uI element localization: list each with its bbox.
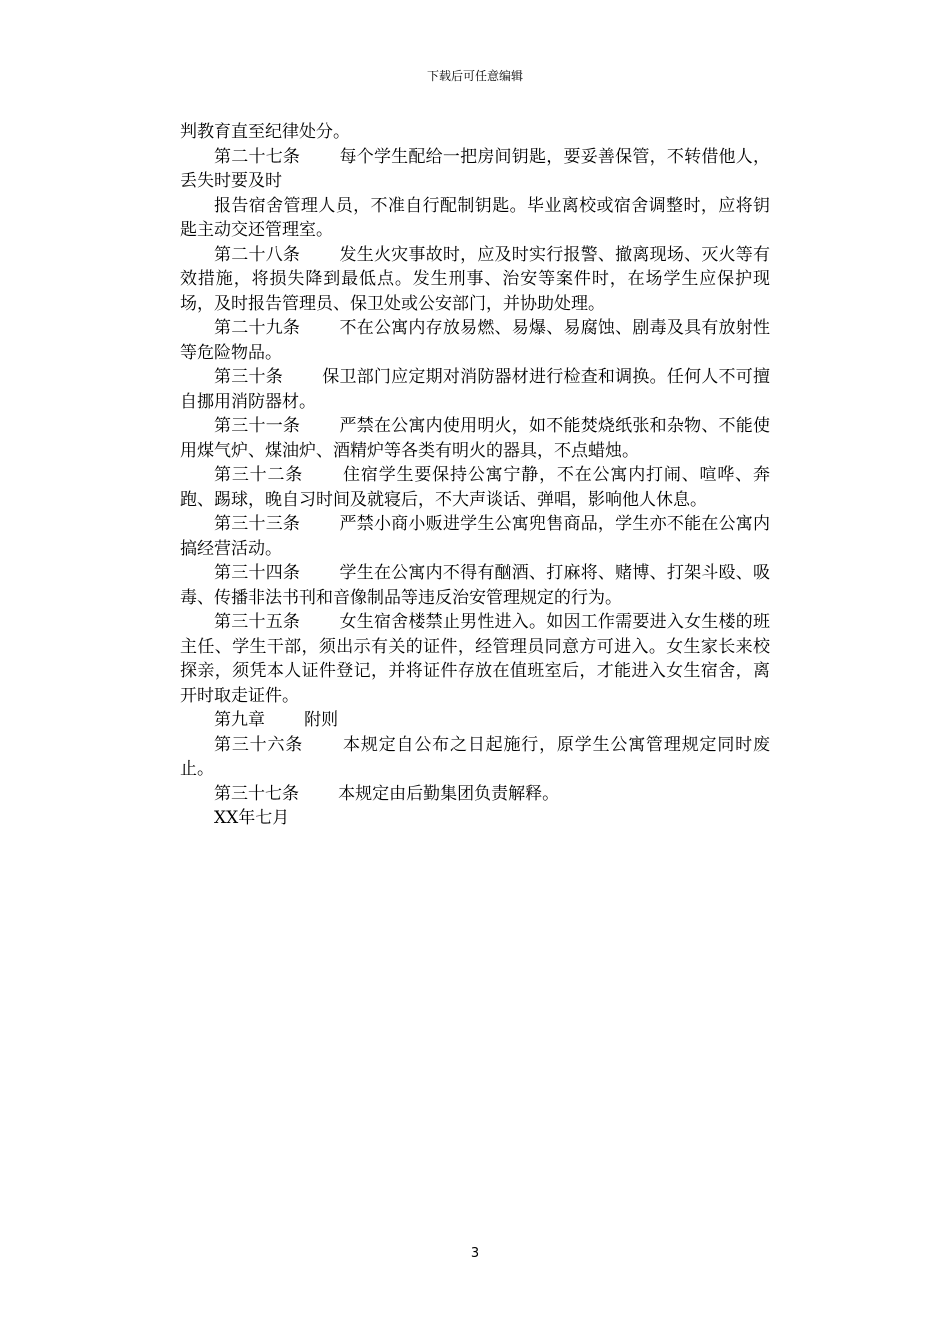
article-text: 不在公寓内存放易燃、易爆、易腐蚀、剧毒及具有放射性等危险物品。 — [180, 318, 771, 363]
chapter-label: 第九章 — [214, 710, 265, 730]
document-body — [180, 120, 770, 831]
article-text: 严禁在公寓内使用明火，如不能焚烧纸张和杂物、不能使用煤气炉、煤油炉、酒精炉等各类有明火的器具，不点蜡烛。 — [180, 416, 771, 461]
article-label: 第三十条 — [214, 367, 283, 387]
paragraph — [180, 194, 770, 243]
page-number: 3 — [470, 1246, 480, 1261]
paragraph — [180, 120, 770, 145]
date-text: XX年七月 — [214, 808, 290, 828]
article-29 — [180, 316, 770, 365]
article-label: 第二十七条 — [214, 146, 301, 167]
page-header: 下载后可任意编辑 — [426, 69, 523, 83]
article-text: 保卫部门应定期对消防器材进行检查和调换。任何人不可擅自挪用消防器材。 — [180, 367, 770, 412]
article-31 — [180, 414, 770, 463]
article-label: 第三十二条 — [214, 465, 304, 485]
article-label: 第三十四条 — [214, 563, 301, 583]
chapter-title: 附则 — [304, 710, 339, 730]
article-text: 住宿学生要保持公寓宁静，不在公寓内打闹、喧哗、奔跑、踢球，晚自习时间及就寝后，不大声谈话、弹唱，影响他人休息。 — [180, 465, 771, 510]
article-33 — [180, 512, 770, 561]
article-label: 第二十八条 — [214, 244, 301, 265]
chapter-heading — [180, 708, 770, 733]
article-text: 女生宿舍楼禁止男性进入。如因工作需要进入女生楼的班主任、学生干部，须出示有关的证件，经管理员同意方可进入。女生家长来校探亲，须凭本人证件登记，并将证件存放在值班室后，才能进入女生宿舍，离开时取走证件。 — [180, 612, 771, 706]
document-date — [180, 806, 770, 831]
article-37 — [180, 782, 770, 807]
article-32 — [180, 463, 770, 512]
paragraph-text: 报告宿舍管理人员，不准自行配制钥匙。毕业离校或宿舍调整时，应将钥匙主动交还管理室。 — [180, 195, 770, 240]
article-text: 本规定自公布之日起施行，原学生公寓管理规定同时废止。 — [180, 734, 771, 779]
article-28 — [180, 243, 770, 317]
paragraph-text: 判教育直至纪律处分。 — [180, 122, 350, 142]
article-label: 第三十七条 — [214, 783, 299, 804]
article-label: 第二十九条 — [214, 318, 301, 338]
article-text: 发生火灾事故时，应及时实行报警、撤离现场、灭火等有效措施，将损失降到最低点。发生刑事、治安等案件时，在场学生应保护现场，及时报告管理员、保卫处或公安部门，并协助处理。 — [180, 244, 771, 314]
article-label: 第三十三条 — [214, 514, 301, 534]
article-text: 学生在公寓内不得有酗酒、打麻将、赌博、打架斗殴、吸毒、传播非法书刊和音像制品等违反治安管理规定的行为。 — [180, 563, 771, 608]
article-35 — [180, 610, 770, 708]
article-label: 第三十五条 — [214, 612, 301, 632]
article-label: 第三十六条 — [214, 734, 304, 755]
article-34 — [180, 561, 770, 610]
article-label: 第三十一条 — [214, 416, 301, 436]
article-text: 每个学生配给一把房间钥匙，要妥善保管，不转借他人，丢失时要及时 — [180, 146, 771, 191]
article-text: 严禁小商小贩进学生公寓兜售商品，学生亦不能在公寓内搞经营活动。 — [180, 514, 771, 559]
article-27 — [180, 145, 770, 194]
article-36 — [180, 733, 770, 782]
article-text: 本规定由后勤集团负责解释。 — [338, 783, 560, 804]
article-30 — [180, 365, 770, 414]
